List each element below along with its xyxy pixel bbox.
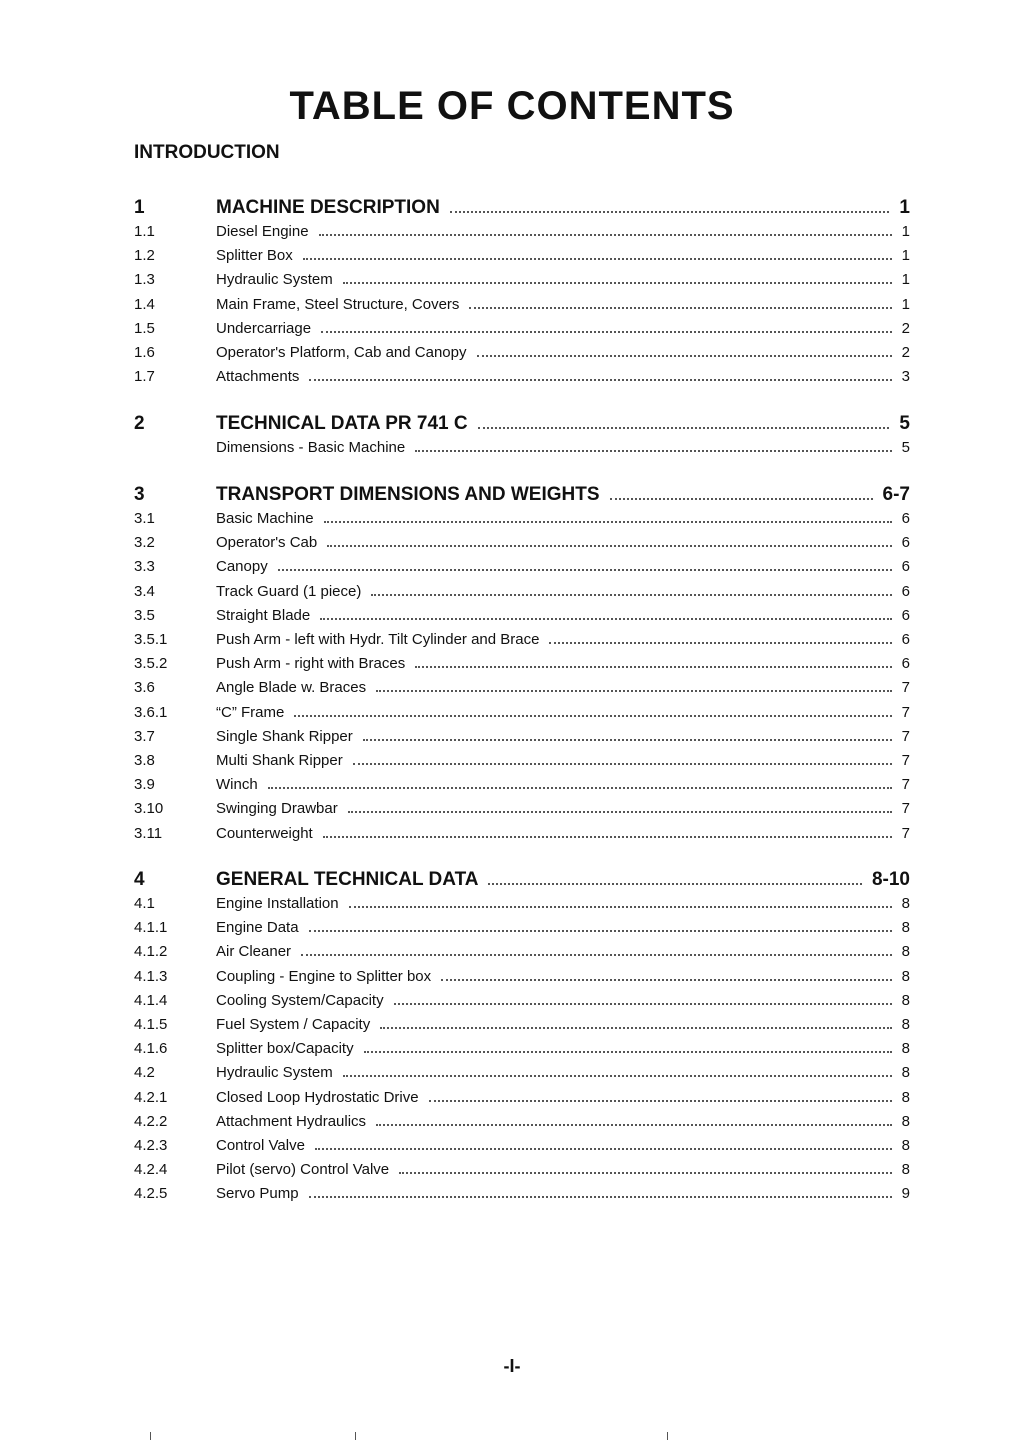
entry-number: 3.5.1	[134, 631, 168, 648]
entry-label: Control Valve	[216, 1137, 305, 1154]
dot-leader	[349, 891, 892, 908]
dot-leader	[324, 506, 892, 523]
toc-entry[interactable]	[134, 891, 910, 912]
entry-number: 4.2	[134, 1064, 155, 1082]
dot-leader	[320, 603, 891, 620]
entry-page: 6	[901, 558, 910, 576]
entry-label: Attachment Hydraulics	[216, 1112, 367, 1130]
entry-number: 4.2.4	[134, 1161, 168, 1179]
entry-number: 4.2.1	[134, 1088, 168, 1106]
toc-entry[interactable]	[134, 1157, 910, 1178]
entry-label: Winch	[216, 776, 258, 794]
entry-label: Multi Shank Ripper	[216, 752, 343, 769]
entry-page: 6	[901, 631, 910, 648]
introduction-heading: INTRODUCTION	[134, 142, 280, 163]
section-number: 3	[134, 484, 145, 505]
entry-label: Engine Installation	[216, 895, 339, 912]
entry-number: 4.1.1	[134, 919, 168, 937]
toc-entry[interactable]	[134, 1181, 910, 1202]
entry-label: Basic Machine	[216, 510, 314, 527]
toc-entry[interactable]	[134, 506, 910, 527]
toc-entry[interactable]	[134, 530, 910, 551]
toc-entry[interactable]	[134, 964, 910, 985]
entry-page: 7	[901, 679, 910, 697]
entry-label: Hydraulic System	[216, 1064, 333, 1082]
entry-page: 8	[901, 967, 910, 985]
entry-label: Straight Blade	[216, 606, 311, 624]
entry-label: Single Shank Ripper	[216, 727, 353, 745]
dot-leader	[488, 864, 861, 885]
dot-leader	[315, 1133, 892, 1150]
entry-label: Attachments	[216, 368, 300, 386]
entry-number: 3.4	[134, 582, 155, 600]
dot-leader	[321, 316, 892, 333]
entry-page: 7	[901, 824, 910, 842]
entry-page: 1	[901, 247, 910, 265]
toc-entry[interactable]	[134, 939, 910, 960]
dot-leader	[429, 1085, 892, 1102]
page-title: TABLE OF CONTENTS	[289, 84, 735, 128]
dot-leader	[343, 1060, 892, 1077]
toc-entry[interactable]	[134, 1012, 910, 1033]
entry-label: Operator's Platform, Cab and Canopy	[216, 344, 467, 361]
entry-page: 9	[901, 1185, 910, 1203]
entry-page: 7	[901, 703, 910, 721]
entry-number: 1.2	[134, 247, 155, 265]
entry-label: Diesel Engine	[216, 223, 309, 240]
dot-leader	[376, 1109, 892, 1126]
dot-leader	[303, 243, 892, 260]
entry-page: 8	[901, 1112, 910, 1130]
dot-leader	[450, 192, 890, 213]
entry-page: 7	[901, 752, 910, 769]
dot-leader	[371, 579, 891, 596]
entry-label: Splitter Box	[216, 247, 293, 265]
entry-number: 1.3	[134, 271, 155, 289]
toc-section-heading[interactable]	[134, 192, 910, 219]
entry-page: 7	[901, 727, 910, 745]
toc-entry[interactable]	[134, 700, 910, 721]
entry-label: Track Guard (1 piece)	[216, 582, 362, 600]
dot-leader	[343, 267, 892, 284]
entry-page: 1	[901, 295, 910, 313]
entry-page: 8	[901, 991, 910, 1009]
entry-label: Main Frame, Steel Structure, Covers	[216, 295, 460, 313]
dot-leader	[348, 796, 892, 813]
entry-label: Swinging Drawbar	[216, 800, 338, 818]
entry-page: 6	[901, 655, 910, 673]
entry-number: 3.6	[134, 679, 155, 697]
entry-label: Push Arm - right with Braces	[216, 655, 406, 673]
dot-leader	[415, 435, 891, 452]
entry-page: 3	[901, 368, 910, 386]
entry-label: Pilot (servo) Control Valve	[216, 1161, 390, 1179]
entry-page: 6	[901, 510, 910, 527]
dot-leader	[353, 748, 892, 765]
entry-page: 1	[901, 271, 910, 289]
toc-entry[interactable]	[134, 292, 910, 313]
toc-section-heading[interactable]	[134, 479, 910, 506]
dot-leader	[478, 408, 890, 429]
section-number: 1	[134, 197, 145, 218]
scan-mark	[667, 1432, 668, 1440]
entry-number: 4.1.6	[134, 1040, 168, 1058]
entry-page: 8	[901, 943, 910, 961]
dot-leader	[309, 915, 892, 932]
entry-label: Air Cleaner	[216, 943, 292, 961]
entry-label: “C” Frame	[216, 703, 285, 721]
toc-entry[interactable]	[134, 748, 910, 769]
entry-page: 8	[901, 1161, 910, 1179]
entry-page: 6	[901, 534, 910, 552]
dot-leader	[610, 479, 873, 500]
entry-number: 1.4	[134, 295, 155, 313]
section-title: GENERAL TECHNICAL DATA	[216, 869, 479, 890]
entry-label: Engine Data	[216, 919, 299, 937]
section-number: 4	[134, 869, 145, 890]
entry-number: 3.8	[134, 752, 155, 769]
toc-entry[interactable]	[134, 435, 910, 456]
entry-label: Fuel System / Capacity	[216, 1016, 371, 1033]
toc-entry[interactable]	[134, 579, 910, 600]
entry-number: 3.9	[134, 776, 155, 794]
entry-page: 8	[901, 919, 910, 937]
toc-entry[interactable]	[134, 821, 910, 842]
dot-leader	[469, 292, 891, 309]
entry-number: 3.5	[134, 606, 155, 624]
dot-leader	[327, 530, 891, 547]
entry-number: 4.1.4	[134, 991, 168, 1009]
entry-number: 4.2.2	[134, 1112, 168, 1130]
toc-entry[interactable]	[134, 243, 910, 264]
entry-number: 3.3	[134, 558, 155, 576]
toc-entry[interactable]	[134, 915, 910, 936]
dot-leader	[309, 1181, 892, 1198]
entry-number: 4.1.5	[134, 1016, 168, 1033]
section-page: 5	[899, 413, 910, 434]
section-title: MACHINE DESCRIPTION	[216, 197, 440, 218]
toc-entry[interactable]	[134, 772, 910, 793]
toc-entry[interactable]	[134, 316, 910, 337]
entry-label: Coupling - Engine to Splitter box	[216, 967, 432, 985]
entry-number: 1.1	[134, 223, 155, 240]
toc-entry[interactable]	[134, 603, 910, 624]
entry-page: 1	[901, 223, 910, 240]
entry-page: 6	[901, 606, 910, 624]
toc-entry[interactable]	[134, 554, 910, 575]
entry-number: 4.2.5	[134, 1185, 168, 1203]
toc-entry[interactable]	[134, 1060, 910, 1081]
entry-page: 8	[901, 895, 910, 912]
dot-leader	[294, 700, 891, 717]
dot-leader	[323, 821, 892, 838]
dot-leader	[441, 964, 892, 981]
toc-entry[interactable]	[134, 1109, 910, 1130]
scan-mark	[355, 1432, 356, 1440]
section-title: TECHNICAL DATA PR 741 C	[216, 413, 468, 434]
entry-page: 7	[901, 776, 910, 794]
toc-entry[interactable]	[134, 675, 910, 696]
entry-page: 8	[901, 1064, 910, 1082]
entry-number: 3.7	[134, 727, 155, 745]
section-page: 8-10	[871, 869, 910, 890]
dot-leader	[319, 219, 892, 236]
entry-label: Angle Blade w. Braces	[216, 679, 367, 697]
dot-leader	[364, 1036, 892, 1053]
section-title: TRANSPORT DIMENSIONS AND WEIGHTS	[216, 484, 600, 505]
entry-label: Servo Pump	[216, 1185, 299, 1203]
dot-leader	[376, 675, 892, 692]
entry-label: Push Arm - left with Hydr. Tilt Cylinder and Brace	[216, 631, 540, 648]
entry-page: 2	[901, 319, 910, 337]
dot-leader	[415, 651, 891, 668]
entry-number: 1.6	[134, 344, 155, 361]
entry-page: 8	[901, 1088, 910, 1106]
toc-entry[interactable]	[134, 1133, 910, 1154]
toc-entry[interactable]	[134, 627, 910, 648]
entry-number: 1.5	[134, 319, 155, 337]
dot-leader	[278, 554, 892, 571]
entry-page: 8	[901, 1137, 910, 1154]
entry-number: 3.2	[134, 534, 155, 552]
entry-number: 3.5.2	[134, 655, 168, 673]
entry-number: 4.2.3	[134, 1137, 168, 1154]
entry-page: 8	[901, 1016, 910, 1033]
section-number: 2	[134, 413, 145, 434]
entry-label: Dimensions - Basic Machine	[216, 439, 406, 456]
entry-number: 3.10	[134, 800, 164, 818]
entry-number: 4.1	[134, 895, 155, 912]
dot-leader	[301, 939, 892, 956]
toc-entry[interactable]	[134, 267, 910, 288]
toc-entry[interactable]	[134, 796, 910, 817]
toc-entry[interactable]	[134, 651, 910, 672]
toc-section-heading[interactable]	[134, 408, 910, 435]
entry-page: 5	[901, 439, 910, 456]
dot-leader	[380, 1012, 891, 1029]
toc-entry[interactable]	[134, 988, 910, 1009]
entry-number: 3.6.1	[134, 703, 168, 721]
dot-leader	[394, 988, 892, 1005]
toc-entry[interactable]	[134, 1036, 910, 1057]
entry-label: Closed Loop Hydrostatic Drive	[216, 1088, 419, 1106]
toc-entry[interactable]	[134, 364, 910, 385]
section-page: 1	[899, 197, 910, 218]
scan-mark	[150, 1432, 151, 1440]
entry-page: 2	[901, 344, 910, 361]
toc-section-heading[interactable]	[134, 864, 910, 891]
entry-number: 4.1.3	[134, 967, 168, 985]
entry-number: 4.1.2	[134, 943, 168, 961]
page-number: -I-	[503, 1356, 521, 1376]
section-page: 6-7	[882, 484, 910, 505]
entry-label: Undercarriage	[216, 319, 312, 337]
entry-label: Operator's Cab	[216, 534, 318, 552]
entry-label: Cooling System/Capacity	[216, 991, 384, 1009]
dot-leader	[309, 364, 891, 381]
toc-entry[interactable]	[134, 1085, 910, 1106]
dot-leader	[477, 340, 892, 357]
entry-page: 8	[901, 1040, 910, 1058]
entry-number: 3.11	[134, 824, 163, 842]
dot-leader	[268, 772, 892, 789]
entry-page: 7	[901, 800, 910, 818]
entry-page: 6	[901, 582, 910, 600]
entry-label: Counterweight	[216, 824, 313, 842]
toc-entry[interactable]	[134, 724, 910, 745]
dot-leader	[549, 627, 891, 644]
dot-leader	[399, 1157, 892, 1174]
entry-label: Canopy	[216, 558, 268, 576]
entry-number: 3.1	[134, 510, 155, 527]
toc-entry[interactable]	[134, 340, 910, 361]
entry-number: 1.7	[134, 368, 155, 386]
entry-label: Hydraulic System	[216, 271, 333, 289]
dot-leader	[363, 724, 892, 741]
entry-label: Splitter box/Capacity	[216, 1040, 354, 1058]
toc-entry[interactable]	[134, 219, 910, 240]
